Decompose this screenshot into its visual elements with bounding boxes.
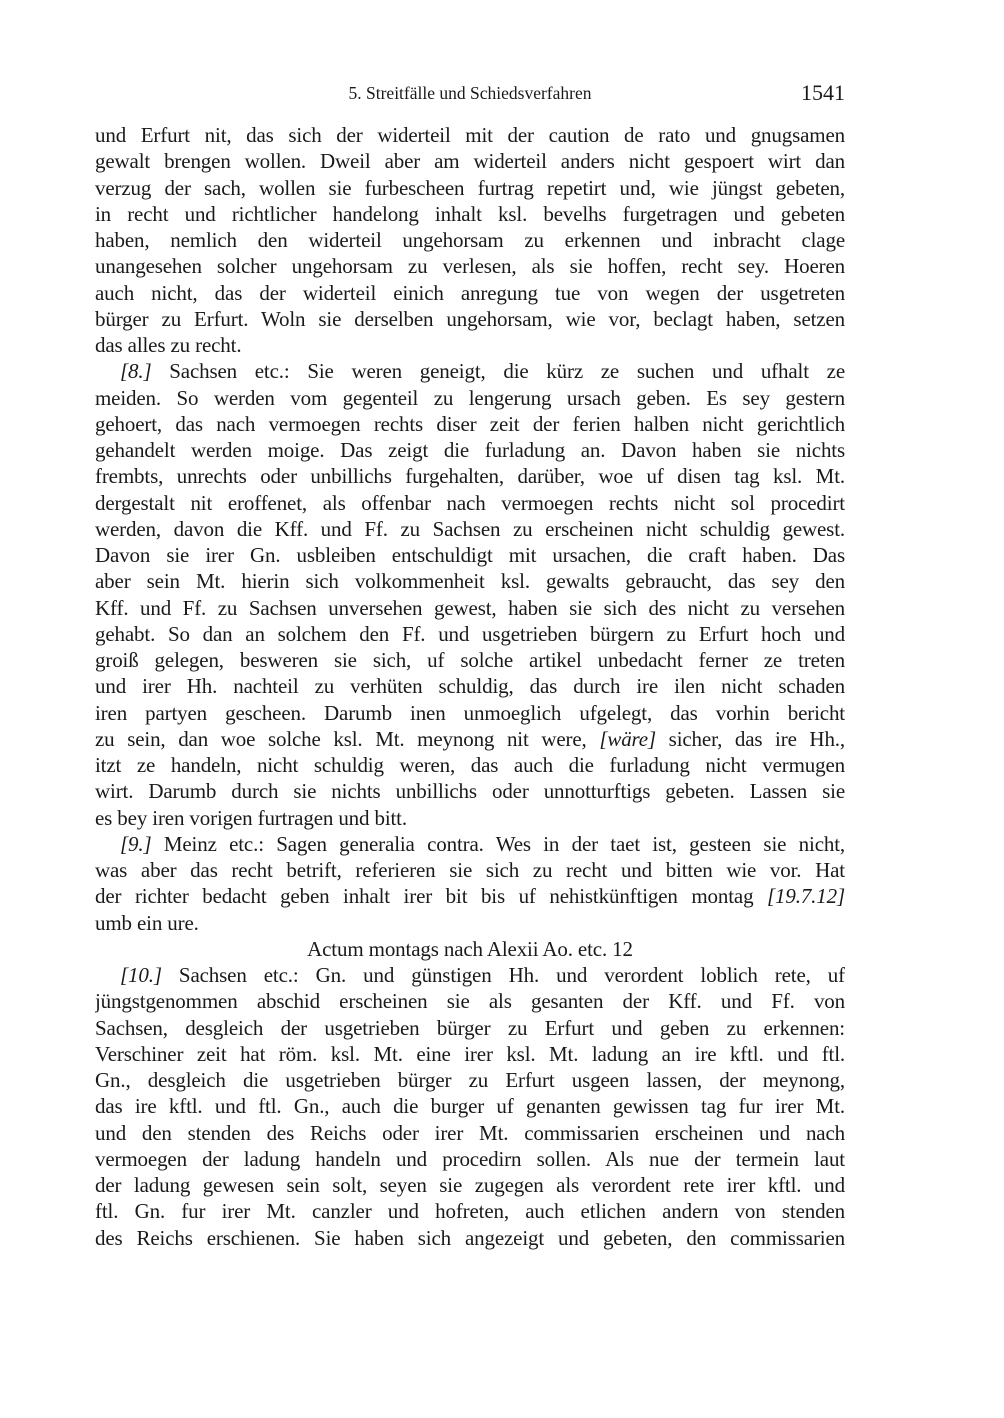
line-text: wirt. Darumb durch sie nichts unbillichs oder unnotturftigs gebeten. Lassen sie [95, 779, 845, 804]
text-line [95, 1041, 845, 1067]
text-line [95, 201, 845, 227]
line-text: Sachsen etc.: Gn. und günstigen Hh. und verordent loblich rete, uf [161, 963, 845, 987]
text-line [95, 1067, 845, 1093]
line-text: in recht und richtlicher handelong inhalt ksl. bevelhs furgetragen und gebeten [95, 201, 845, 226]
text-line [95, 1225, 845, 1251]
line-text: vermoegen der ladung handeln und procedirn sollen. Als nue der termein laut [95, 1146, 845, 1171]
line-text: gehoert, das nach vermoegen rechts diser zeit der ferien halben nicht gerichtlich [95, 411, 845, 436]
text-line [95, 358, 845, 384]
line-text: Sachsen etc.: Sie weren geneigt, die kürz ze suchen und ufhalt ze [151, 359, 845, 384]
text-line [95, 1015, 845, 1041]
page-number: 1541 [801, 80, 845, 105]
text-line [95, 857, 845, 883]
line-text: Gn., desgleich die usgetrieben bürger zu Erfurt usgeen lassen, der meynong, [95, 1068, 845, 1092]
text-line [95, 411, 845, 437]
text-line [95, 437, 845, 463]
line-text: der richter bedacht geben inhalt irer bit bis uf nehistkünftigen montag [95, 884, 767, 909]
text-line [95, 1198, 845, 1224]
text-line [95, 280, 845, 306]
text-line [95, 332, 845, 358]
line-text: itzt ze handeln, nicht schuldig weren, das auch die furladung nicht vermugen [95, 753, 845, 777]
line-text: gehandelt werden moige. Das zeigt die furladung an. Davon haben sie nichts [95, 438, 845, 462]
line-text: gehabt. So dan an solchem den Ff. und usgetrieben bürgern zu Erfurt hoch und [95, 621, 845, 646]
text-line [95, 726, 845, 752]
line-text: haben, nemlich den widerteil ungehorsam zu erkennen und inbracht clage [95, 228, 845, 252]
running-head [95, 80, 845, 108]
text-line [95, 805, 845, 831]
text-line [95, 621, 845, 647]
text-line [95, 148, 845, 174]
text-line [95, 778, 845, 804]
line-text: werden, davon die Kff. und Ff. zu Sachsen zu erscheinen nicht schuldig gewest. [95, 516, 845, 541]
line-text: und irer Hh. nachteil zu verhüten schuldig, das durch ire ilen nicht schaden [95, 674, 845, 699]
text-line [95, 962, 845, 988]
line-text: unangesehen solcher ungehorsam zu verlesen, als sie hoffen, recht sey. Hoeren [95, 254, 845, 279]
paragraph [95, 962, 845, 1251]
paragraph-number: [10.] [120, 963, 162, 987]
line-text: ftl. Gn. fur irer Mt. canzler und hofreten, auch etlichen andern von stenden [95, 1199, 845, 1224]
text-line [95, 673, 845, 699]
line-text: sicher, das ire Hh., [656, 726, 845, 751]
text-line [95, 1146, 845, 1172]
text-line [95, 568, 845, 594]
text-line [95, 988, 845, 1014]
line-text: dergestalt nit eroffenet, als offenbar nach vermoegen rechts nicht sol procedirt [95, 490, 845, 515]
line-text: des Reichs erschienen. Sie haben sich angezeigt und gebeten, den commissarien [95, 1225, 845, 1250]
text-line [95, 542, 845, 568]
line-text: der ladung gewesen sein solt, seyen sie zugegen als verordent rete irer kftl. und [95, 1173, 845, 1197]
text-line [95, 752, 845, 778]
text-line [95, 175, 845, 201]
line-text: zu sein, dan woe solche ksl. Mt. meynong nit were, [95, 726, 600, 751]
line-text: Verschiner zeit hat röm. ksl. Mt. eine irer ksl. Mt. ladung an ire kftl. und ftl. [95, 1041, 845, 1066]
paragraph [95, 831, 845, 936]
line-text: das alles zu recht. [95, 333, 242, 357]
line-text: frembts, unrechts oder unbillichs furgehalten, darüber, woe uf disen tag ksl. Mt. [95, 464, 845, 489]
line-text: das ire kftl. und ftl. Gn., auch die burger uf genanten gewissen tag fur irer Mt. [95, 1094, 845, 1119]
line-text: was aber das recht betrift, referieren sie sich zu recht und bitten wie vor. Hat [95, 858, 845, 882]
line-text: Meinz etc.: Sagen generalia contra. Wes in der taet ist, gesteen sie nicht, [151, 831, 845, 856]
line-text: aber sein Mt. hierin sich volkommenheit ksl. gewalts gebraucht, das sey den [95, 569, 845, 594]
text-line [95, 883, 845, 909]
chapter-title: 5. Streitfälle und Schiedsverfahren [348, 83, 592, 103]
line-text: Kff. und Ff. zu Sachsen unversehen gewest, haben sie sich des nicht zu versehen [95, 595, 845, 620]
text-line [95, 227, 845, 253]
line-text: es bey iren vorigen furtragen und bitt. [95, 805, 407, 830]
line-text: und Erfurt nit, das sich der widerteil mit der caution de rato und gnugsamen [95, 123, 845, 147]
line-text: iren partyen gescheen. Darumb inen unmoeglich ufgelegt, das vorhin bericht [95, 700, 845, 725]
line-text: auch nicht, das der widerteil einich anregung tue von wegen der usgetreten [95, 280, 845, 305]
text-line [95, 1120, 845, 1146]
line-text: Davon sie irer Gn. usbleiben entschuldigt mit ursachen, die craft haben. Das [95, 543, 845, 567]
text-line [95, 385, 845, 411]
text-line [95, 253, 845, 279]
paragraph [95, 122, 845, 358]
text-line [95, 1172, 845, 1198]
text-line [95, 463, 845, 489]
text-line [95, 647, 845, 673]
text-line [95, 700, 845, 726]
text-line [95, 490, 845, 516]
text-line [95, 595, 845, 621]
line-text: verzug der sach, wollen sie furbescheen furtrag repetirt und, wie jüngst gebeten, [95, 175, 845, 200]
line-text: und den stenden des Reichs oder irer Mt. commissarien erscheinen und nach [95, 1120, 845, 1145]
line-text: gewalt brengen wollen. Dweil aber am widerteil anders nicht gespoert wirt dan [95, 149, 845, 174]
editorial-insertion: [wäre] [599, 726, 656, 751]
editorial-insertion: [19.7.12] [767, 884, 845, 909]
text-line [95, 122, 845, 148]
body-text [95, 122, 845, 1251]
paragraph-number: [8.] [120, 359, 152, 384]
line-text: jüngstgenommen abschid erscheinen sie als gesanten der Kff. und Ff. von [95, 989, 845, 1014]
text-line [95, 831, 845, 857]
text-line [95, 910, 845, 936]
line-text: umb ein ure. [95, 910, 199, 935]
line-text: meiden. So werden vom gegenteil zu lengerung ursach geben. Es sey gestern [95, 385, 845, 410]
section-heading: Actum montags nach Alexii Ao. etc. 12 [307, 936, 633, 961]
line-text: Sachsen, desgleich der usgetrieben bürger zu Erfurt und geben zu erkennen: [95, 1015, 845, 1040]
line-text: bürger zu Erfurt. Woln sie derselben ungehorsam, wie vor, beclagt haben, setzen [95, 306, 845, 331]
paragraph [95, 358, 845, 831]
text-line [95, 516, 845, 542]
line-text: groiß gelegen, besweren sie sich, uf solche artikel unbedacht ferner ze treten [95, 648, 845, 672]
text-line [95, 306, 845, 332]
paragraph-number: [9.] [120, 831, 152, 856]
text-line [95, 1093, 845, 1119]
